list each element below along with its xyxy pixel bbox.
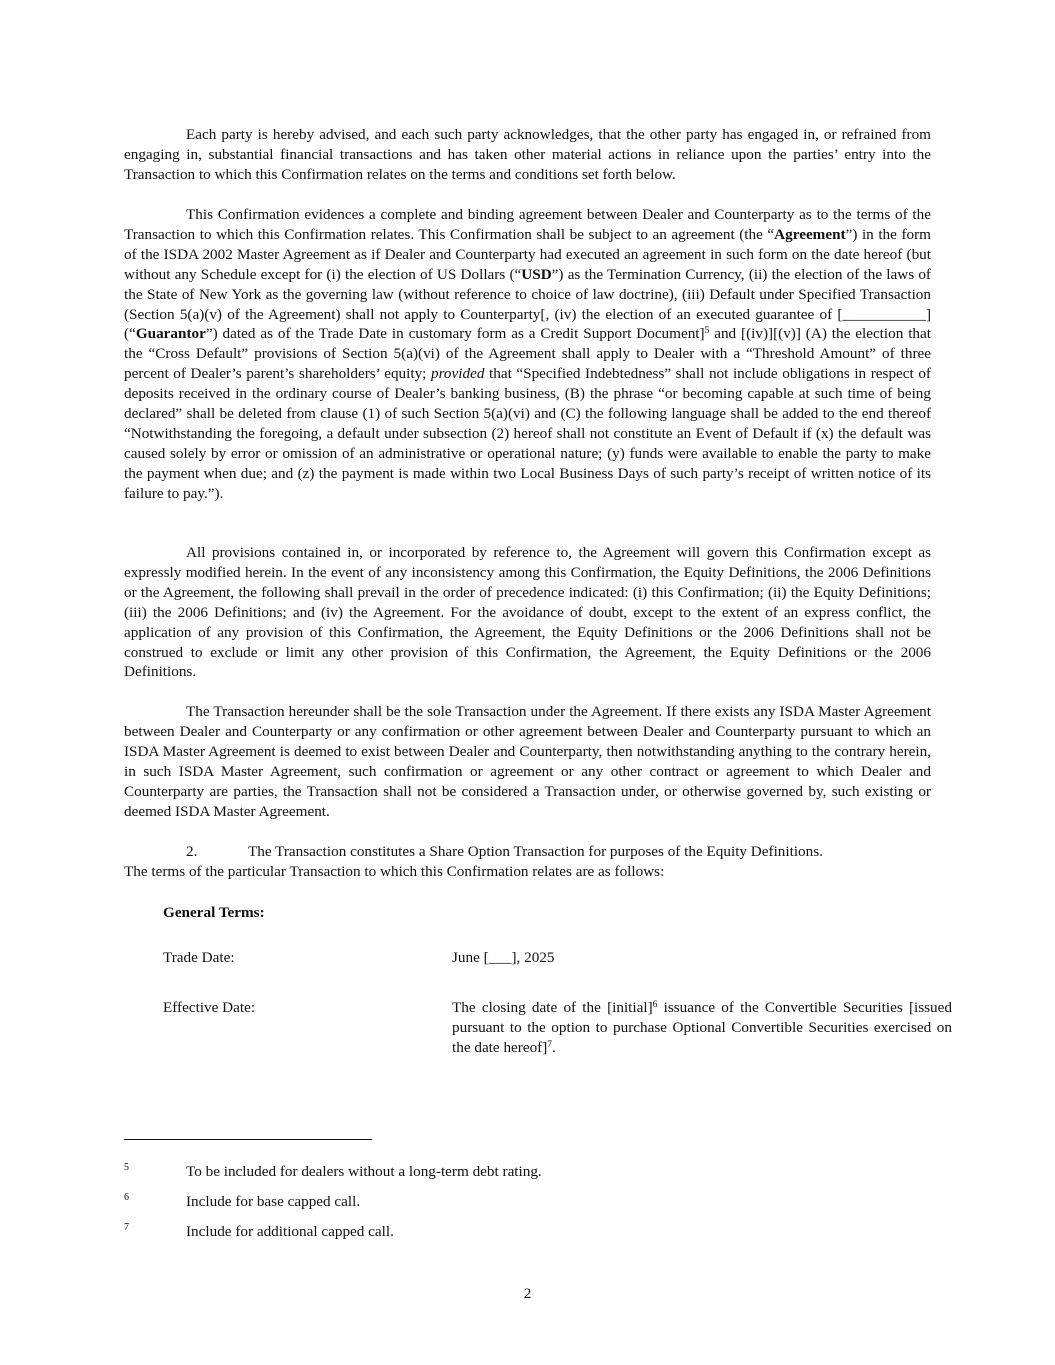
effective-date-value [452, 998, 952, 1058]
effective-text-a: The closing date of the [initial] [452, 999, 653, 1016]
p2-text-c: ”) in the form of the ISDA 2002 Master Agreement as if Dealer and Counterparty had executed an agreement in such form on the date hereof (but without any Schedule except for (i) the election of US Dollars (“ [124, 225, 931, 283]
trade-date-value: June [___], 2025 [452, 949, 555, 966]
p2-text-e: ”) as the Termination Currency, (ii) the election of the laws of the State of New York as the governing law (without reference to choice of law doctrine), (iii) Default under Specified Transaction (Section 5(a)(v) of the Agreement) shall not apply to Counterparty[, (iv) the election of an executed guarantee of [___________] (“ [124, 265, 931, 343]
p2-text-a: This Confirmation evidences a complete and binding agreement between Dealer and Counterparty as to the terms of the Transaction to which this Confirmation relates. This Confirmation shall be subject to an agreement (the “ [124, 206, 931, 243]
term-usd: USD [521, 265, 552, 283]
page-number: 2 [523, 1285, 532, 1302]
section-2-line1: The Transaction constitutes a Share Option Transaction for purposes of the Equity Definitions. [248, 843, 823, 860]
footnote-text: Include for additional capped call. [186, 1223, 394, 1240]
footnote-number: 5 [124, 1162, 129, 1173]
p2-text-j: that “Specified Indebtedness” shall not include obligations in respect of deposits received in the ordinary course of Dealer’s banking business, (B) the phrase “or becoming capable at such time of being declared” shall be deleted from clause (1) of such Section 5(a)(vi) and (C) the following language shall be added to the end thereof “Notwithstanding the foregoing, a default under subsection (2) hereof shall not constitute an Event of Default if (x) the default was caused solely by error or omission of an administrative or operational nature; (y) funds were available to enable the party to make the payment when due; and (z) the payment is made within two Local Business Days of such party’s receipt of written notice of its failure to pay.”). [124, 365, 931, 502]
section-2-number: 2. [186, 843, 198, 860]
footnote-ref-6[interactable]: 6 [652, 1000, 658, 1010]
section-2-line2: The terms of the particular Transaction to which this Confirmation relates are as follows: [124, 863, 665, 880]
effective-text-b: issuance of the Convertible Securities [issued pursuant to the option to purchase Optional Convertible Securities exercised on the date hereof] [452, 999, 952, 1056]
section-2 [124, 842, 931, 882]
general-terms-heading: General Terms: [163, 904, 265, 921]
term-agreement: Agreement [774, 225, 846, 243]
footnote-text: To be included for dealers without a long-term debt rating. [186, 1163, 542, 1180]
footnote-text: Include for base capped call. [186, 1193, 361, 1210]
paragraph-reliance: Each party is hereby advised, and each such party acknowledges, that the other party has engaged in, or refrained from engaging in, substantial financial transactions and has taken other material actions in reliance upon the parties’ entry into the Transaction to which this Confirmation relates on the terms and conditions set forth below. [124, 126, 931, 183]
p2-text-g: ”) dated as of the Trade Date in customary form as a Credit Support Document] [205, 325, 705, 343]
term-guarantor: Guarantor [135, 325, 206, 343]
footnote-ref-7[interactable]: 7 [547, 1039, 553, 1050]
paragraph-agreement [124, 205, 931, 504]
footnote-ref-5[interactable]: 5 [704, 326, 710, 337]
trade-date-label: Trade Date: [163, 949, 235, 966]
footnote-number: 6 [124, 1192, 129, 1203]
footnote-number: 7 [124, 1222, 129, 1233]
paragraph-precedence: All provisions contained in, or incorporated by reference to, the Agreement will govern this Confirmation except as expressly modified herein. In the event of any inconsistency among this Confirmation, the Equity Definitions, the 2006 Definitions or the Agreement, the following shall prevail in the order of precedence indicated: (i) this Confirmation; (ii) the Equity Definitions; (iii) the 2006 Definitions; and (iv) the Agreement. For the avoidance of doubt, except to the extent of an express conflict, the application of any provision of this Confirmation, the Agreement, the Equity Definitions or the 2006 Definitions shall not be construed to exclude or limit any other provision of this Confirmation, the Agreement, the Equity Definitions or the 2006 Definitions. [124, 544, 931, 681]
footnote-divider [124, 1139, 372, 1140]
effective-date-label: Effective Date: [163, 999, 256, 1016]
effective-text-c: . [552, 1038, 556, 1056]
term-provided: provided [430, 365, 485, 383]
paragraph-sole-transaction: The Transaction hereunder shall be the sole Transaction under the Agreement. If there exists any ISDA Master Agreement between Dealer and Counterparty or any confirmation or other agreement between Dealer and Counterparty pursuant to which an ISDA Master Agreement is deemed to exist between Dealer and Counterparty, then notwithstanding anything to the contrary herein, in such ISDA Master Agreement, such confirmation or agreement or any other contract or agreement to which Dealer and Counterparty are parties, the Transaction shall not be considered a Transaction under, or otherwise governed by, such existing or deemed ISDA Master Agreement. [124, 703, 931, 820]
p2-text-h: and [(iv)][(v)] (A) the election that the “Cross Default” provisions of Section 5(a)(vi) of the Agreement shall apply to Dealer with a “Threshold Amount” of three percent of Dealer’s parent’s shareholders’ equity; [124, 325, 931, 383]
